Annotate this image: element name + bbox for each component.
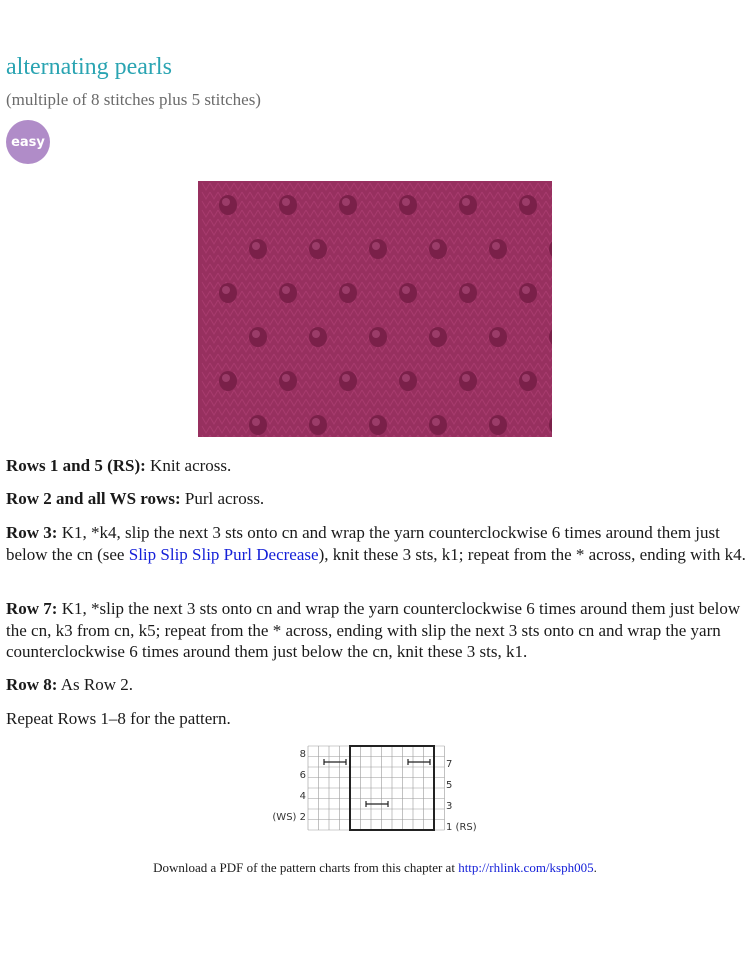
wrap-symbol xyxy=(324,759,346,765)
bobble-highlight xyxy=(222,374,230,382)
bobble-highlight xyxy=(312,330,320,338)
bobble-highlight xyxy=(222,286,230,294)
knit-swatch-illustration xyxy=(198,181,552,437)
chart-grid xyxy=(266,742,486,836)
stitch-texture xyxy=(202,183,552,437)
footer-text: Download a PDF of the pattern charts from this chapter at xyxy=(153,860,459,875)
bobble-highlight xyxy=(282,286,290,294)
bobble-highlight xyxy=(492,418,500,426)
bobble-highlight xyxy=(372,418,380,426)
row-text: Purl across. xyxy=(180,489,265,508)
bobble-highlight xyxy=(342,198,350,206)
bobble-highlight xyxy=(522,286,530,294)
row-label: Row 7: xyxy=(6,599,58,618)
bobble-highlight xyxy=(492,242,500,250)
bobble-highlight xyxy=(462,198,470,206)
bobble-highlight xyxy=(522,374,530,382)
stitch-multiple: (multiple of 8 stitches plus 5 stitches) xyxy=(6,90,261,109)
pdf-download-link[interactable]: http://rhlink.com/ksph005 xyxy=(458,860,594,875)
repeat-instruction: Repeat Rows 1–8 for the pattern. xyxy=(6,709,231,728)
row-text: As Row 2. xyxy=(57,675,134,694)
chart-row-label: 8 xyxy=(299,749,306,760)
row-label: Rows 1 and 5 (RS): xyxy=(6,456,146,475)
wrap-symbol xyxy=(366,801,388,807)
ssp-decrease-link[interactable]: Slip Slip Slip Purl Decrease xyxy=(128,544,319,564)
wrap-symbol xyxy=(408,759,430,765)
footer-end: . xyxy=(593,860,597,875)
chart-row-label: 5 xyxy=(446,780,453,791)
bobble-highlight xyxy=(372,242,380,250)
pattern-title: alternating pearls xyxy=(6,54,172,80)
chart-row-label: 7 xyxy=(446,759,453,770)
instruction-row-3 xyxy=(6,522,748,565)
swatch-photo xyxy=(198,181,552,437)
footer-note xyxy=(0,860,750,876)
stitch-chart xyxy=(266,742,486,836)
bobble-highlight xyxy=(402,286,410,294)
row-text: Knit across. xyxy=(145,456,232,475)
bobble-highlight xyxy=(312,242,320,250)
bobble-highlight xyxy=(522,198,530,206)
bobble-highlight xyxy=(402,374,410,382)
bobble-highlight xyxy=(342,286,350,294)
instruction-row-2 xyxy=(6,488,748,510)
row-text: K1, *slip the next 3 sts onto cn and wrap the yarn counterclockwise 6 times around them just below the cn, k3 from cn, k5; repeat from the * across, ending with slip the next 3 sts onto cn and wrap the yarn counterclockwise 6 times around them just below the cn, knit these 3 sts, k1. xyxy=(6,599,741,661)
instruction-row-8 xyxy=(6,674,748,696)
bobble xyxy=(549,327,552,347)
row-label: Row 2 and all WS rows: xyxy=(6,489,181,508)
chart-row-label: 1 (RS) xyxy=(446,822,477,833)
row-label: Row 3: xyxy=(6,523,58,542)
row-text: K1, *k4, slip the next 3 sts onto cn and wrap the yarn counterclockwise 6 times around them just below the cn (see xyxy=(6,523,720,564)
bobble-highlight xyxy=(372,330,380,338)
instruction-row-7 xyxy=(6,598,748,663)
bobble-highlight xyxy=(342,374,350,382)
bobble-highlight xyxy=(432,242,440,250)
bobble-highlight xyxy=(492,330,500,338)
difficulty-badge: easy xyxy=(6,120,50,164)
row-text: ), knit these 3 sts, k1; repeat from the * across, ending with k4. xyxy=(318,544,746,564)
chart-row-label: (WS) 2 xyxy=(272,812,306,823)
chart-row-label: 4 xyxy=(299,791,306,802)
bobble-highlight xyxy=(222,198,230,206)
bobble-highlight xyxy=(282,374,290,382)
chart-row-label: 3 xyxy=(446,801,453,812)
bobble-highlight xyxy=(432,330,440,338)
bobble-highlight xyxy=(462,286,470,294)
instruction-row-1 xyxy=(6,455,748,477)
bobble-highlight xyxy=(312,418,320,426)
bobble-highlight xyxy=(252,242,260,250)
bobble-highlight xyxy=(432,418,440,426)
bobble-highlight xyxy=(462,374,470,382)
bobble-highlight xyxy=(252,330,260,338)
row-label: Row 8: xyxy=(6,675,58,694)
bobble-highlight xyxy=(282,198,290,206)
chart-row-label: 6 xyxy=(299,770,306,781)
bobble-highlight xyxy=(402,198,410,206)
bobble-highlight xyxy=(252,418,260,426)
